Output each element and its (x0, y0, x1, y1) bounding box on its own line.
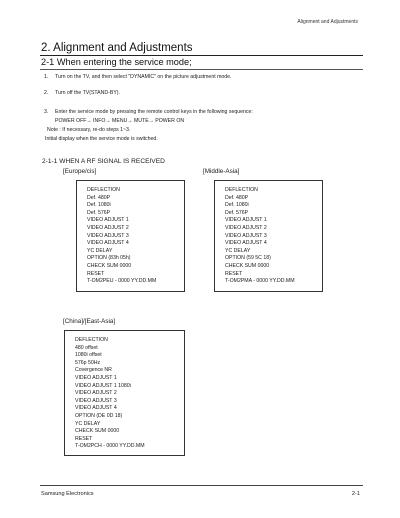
menu-line: RESET (225, 270, 243, 277)
subsection-title: 2-1 When entering the service mode; (41, 57, 192, 67)
menu-line: Def. 576P (225, 209, 249, 216)
menu-line: VIDEO ADJUST 3 (87, 232, 129, 239)
menu-line: CHECK SUM 0000 (75, 428, 120, 435)
menu-line: Covergence NR (75, 367, 112, 374)
step-number: 2. (44, 90, 49, 96)
step-1 (44, 74, 232, 80)
initial-display-text: Initial display when the service mode is switched. (45, 136, 158, 142)
menu-line: OPTION (DE 0D 18) (75, 412, 123, 419)
menu-line: Def. 1080i (87, 202, 111, 209)
menu-line: Def. 1080i (225, 202, 249, 209)
section-title: 2. Alignment and Adjustments (41, 42, 193, 54)
subsection-rule (40, 69, 363, 70)
subsubsection-title: 2-1-1 WHEN A RF SIGNAL IS RECEIVED (42, 158, 165, 165)
menu-line: VIDEO ADJUST 1 (75, 374, 117, 381)
menu-line: CHECK SUM 0000 (225, 262, 270, 269)
menu-line: VIDEO ADJUST 3 (75, 397, 117, 404)
menu-line: 480 offset (75, 344, 98, 351)
menu-line: DEFLECTION (87, 187, 120, 193)
menu-line: VIDEO ADJUST 1 (87, 217, 129, 224)
menu-line: Def. 480P (87, 194, 111, 201)
step-text: Turn on the TV, and then select "DYNAMIC" on the picture adjustment mode. (55, 74, 232, 80)
region-label-middle-asia: [Middle-Asia] (203, 168, 240, 175)
menu-line: Def. 576P (87, 209, 111, 216)
menu-line: YC DELAY (87, 247, 113, 254)
menu-line: T-OM2PEU - 0000 YY.DD.MM (87, 278, 157, 285)
footer-company: Samsung Electronics (41, 491, 94, 497)
menu-line: 576p 50Hz (75, 359, 101, 366)
key-sequence: POWER OFF→ INFO→ MENU→ MUTE→ POWER ON (55, 118, 185, 124)
step-text: Enter the service mode by pressing the remote control keys in the following sequence: (55, 109, 253, 115)
menu-line: VIDEO ADJUST 4 (87, 240, 129, 247)
menu-lines (225, 187, 295, 286)
step-3 (44, 109, 253, 115)
step-text: Turn off the TV(STAND-BY). (55, 90, 120, 96)
footer-page-number: 2-1 (351, 491, 360, 497)
footer-rule (40, 485, 363, 486)
menu-lines (87, 187, 156, 286)
menu-line: VIDEO ADJUST 4 (75, 405, 117, 412)
menu-line: OPTION (83h 05h) (87, 255, 131, 262)
menu-line: VIDEO ADJUST 2 (87, 224, 129, 231)
menu-line: RESET (87, 270, 105, 277)
region-label-europe: [Europe/cis] (63, 168, 97, 175)
menu-line: RESET (75, 435, 93, 442)
menu-line: OPTION (59 5C 18) (225, 255, 271, 262)
step-number: 1. (44, 74, 49, 80)
note-text: Note : If necessary, re-do steps 1~3. (47, 127, 131, 133)
menu-line: YC DELAY (225, 247, 251, 254)
service-menu-middle-asia (214, 180, 323, 292)
menu-line: DEFLECTION (75, 337, 108, 343)
step-number: 3. (44, 109, 49, 115)
menu-line: YC DELAY (75, 420, 101, 427)
menu-line: T-OM2PMA - 0000 YY.DD.MM (225, 278, 295, 285)
menu-line: T-OM2PCH - 0000 YY.DD.MM (75, 443, 145, 450)
section-rule (40, 55, 363, 56)
menu-line: VIDEO ADJUST 4 (225, 240, 267, 247)
menu-line: VIDEO ADJUST 1 (225, 217, 267, 224)
menu-line: Def. 480P (225, 194, 249, 201)
menu-line: VIDEO ADJUST 3 (225, 232, 267, 239)
step-2 (44, 90, 120, 96)
menu-lines (75, 337, 145, 451)
menu-line: VIDEO ADJUST 2 (225, 224, 267, 231)
region-label-china: [China]/[East-Asia] (63, 318, 116, 325)
service-menu-europe (76, 180, 185, 292)
menu-line: DEFLECTION (225, 187, 258, 193)
service-menu-china (64, 330, 185, 456)
menu-line: 1080i offset (75, 352, 102, 359)
menu-line: VIDEO ADJUST 1 1080i (75, 382, 131, 389)
menu-line: CHECK SUM 0000 (87, 262, 132, 269)
running-header: Alignment and Adjustments (297, 19, 358, 25)
menu-line: VIDEO ADJUST 2 (75, 390, 117, 397)
